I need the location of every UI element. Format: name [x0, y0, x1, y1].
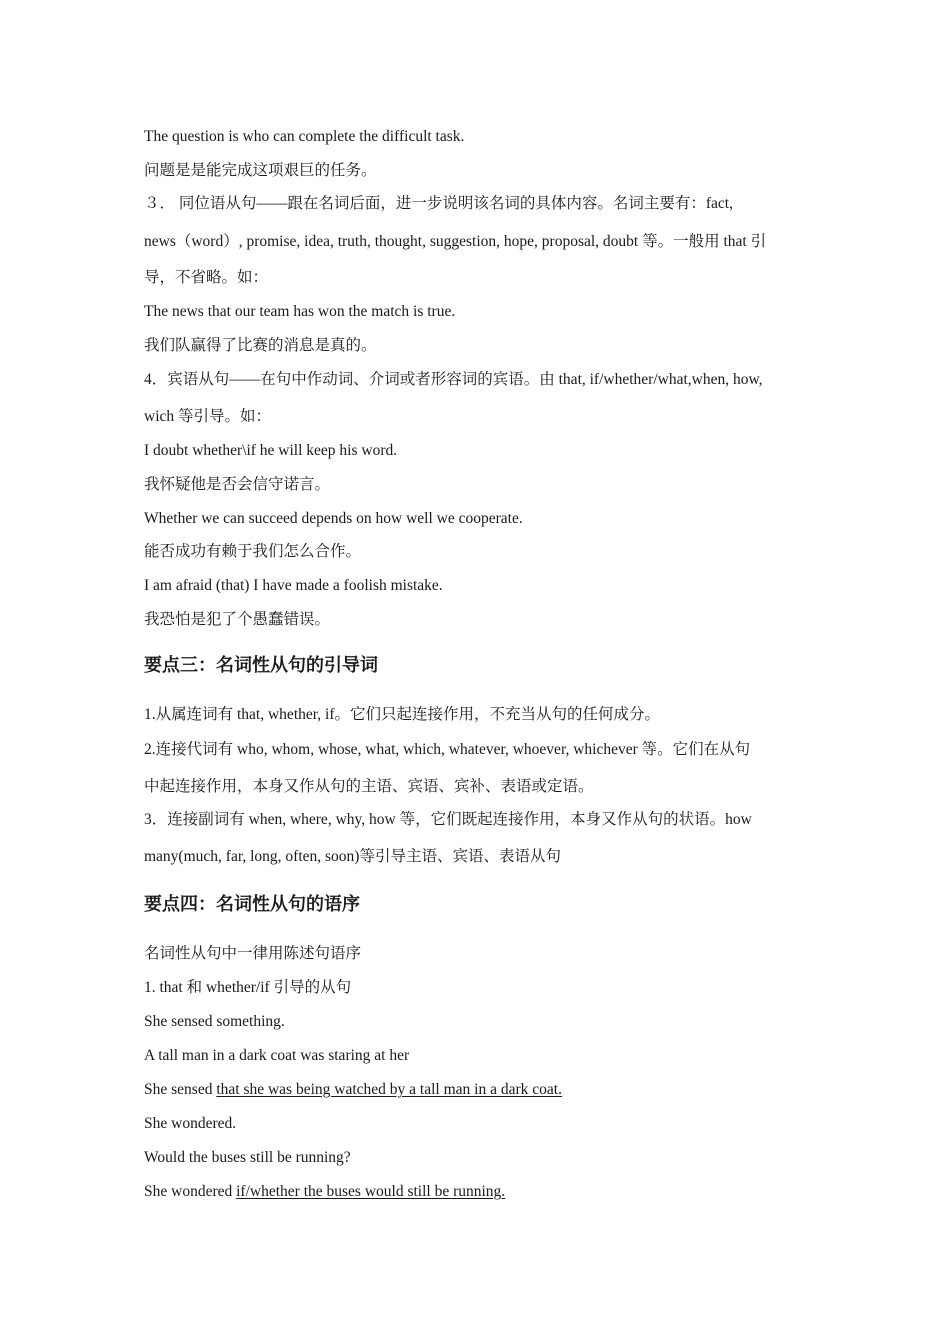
example-sentence-en: The question is who can complete the difficult task.	[144, 128, 465, 145]
conjunction-rule-item-2-line-2: 中起连接作用，本身又作从句的主语、宾语、宾补、表语或定语。	[144, 778, 594, 795]
sentence-main-part: She sensed	[144, 1081, 217, 1098]
example-sentence-zh: 能否成功有赖于我们怎么合作。	[144, 543, 362, 560]
underlined-noun-clause: if/whether the buses would still be running.	[236, 1183, 506, 1200]
word-order-subheading: 1. that 和 whether/if 引导的从句	[144, 979, 352, 996]
conjunction-rule-item-3-line-1: 3．连接副词有 when, where, why, how 等，它们既起连接作用，本身又作从句的状语。how	[144, 811, 752, 828]
object-clause-rule-line-1: 4．宾语从句——在句中作动词、介词或者形容词的宾语。由 that, if/whether/what,when, how,	[144, 371, 763, 388]
underlined-noun-clause: that she was being watched by a tall man in a dark coat.	[216, 1081, 562, 1098]
word-order-intro: 名词性从句中一律用陈述句语序	[144, 945, 362, 962]
example-sentence-zh: 我们队赢得了比赛的消息是真的。	[144, 337, 377, 354]
example-sentence-en: A tall man in a dark coat was staring at her	[144, 1047, 410, 1064]
conjunction-rule-item-1: 1.从属连词有 that, whether, if。它们只起连接作用，不充当从句的任何成分。	[144, 706, 661, 723]
example-sentence-zh: 我恐怕是犯了个愚蠢错误。	[144, 611, 331, 628]
appositive-clause-rule-line-3: 导，不省略。如：	[144, 269, 269, 286]
example-sentence-en: She sensed something.	[144, 1013, 285, 1030]
section-heading-word-order: 要点四：名词性从句的语序	[144, 894, 360, 915]
example-sentence-zh: 我怀疑他是否会信守诺言。	[144, 476, 331, 493]
example-sentence-en: Whether we can succeed depends on how well we cooperate.	[144, 510, 523, 527]
conjunction-rule-item-2-line-1: 2.连接代词有 who, whom, whose, what, which, whatever, whoever, whichever 等。它们在从句	[144, 741, 751, 758]
example-sentence-en: I doubt whether\if he will keep his word.	[144, 442, 398, 459]
conjunction-rule-item-3-line-2: many(much, far, long, often, soon)等引导主语、宾语、表语从句	[144, 848, 561, 865]
combined-sentence	[144, 1182, 810, 1202]
example-sentence-en: I am afraid (that) I have made a foolish mistake.	[144, 577, 443, 594]
combined-sentence	[144, 1080, 810, 1100]
example-sentence-zh: 问题是是能完成这项艰巨的任务。	[144, 162, 377, 179]
object-clause-rule-line-2: wich 等引导。如：	[144, 408, 272, 425]
section-heading-conjunctions: 要点三：名词性从句的引导词	[144, 655, 378, 676]
example-sentence-en: She wondered.	[144, 1115, 237, 1132]
sentence-main-part: She wondered	[144, 1183, 237, 1200]
example-sentence-en: The news that our team has won the match is true.	[144, 303, 456, 320]
example-sentence-en: Would the buses still be running?	[144, 1149, 351, 1166]
appositive-clause-rule-line-2: news（word）, promise, idea, truth, thought, suggestion, hope, proposal, doubt 等。一般用 that 引	[144, 233, 767, 250]
appositive-clause-rule-line-1: ３． 同位语从句——跟在名词后面，进一步说明该名词的具体内容。名词主要有：fact,	[144, 195, 733, 212]
